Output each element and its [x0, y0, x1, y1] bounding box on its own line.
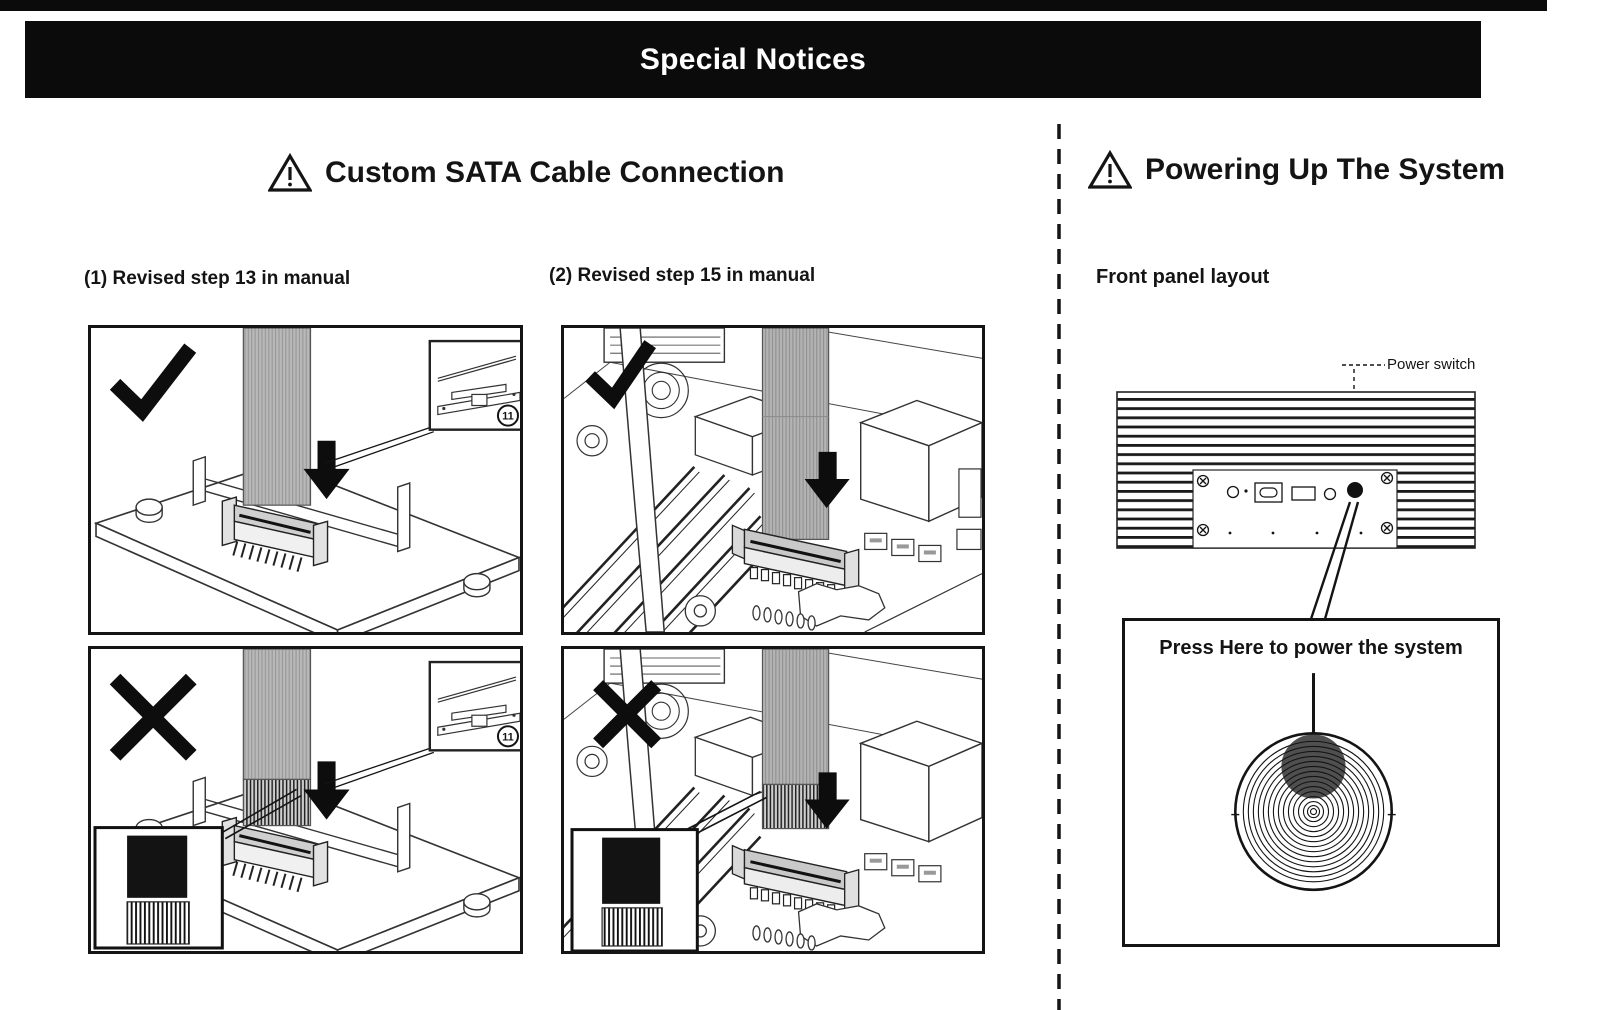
connector-row: [865, 854, 941, 882]
sata-ribbon-cable: [243, 328, 310, 505]
exposed-cable-contacts: [243, 779, 310, 825]
power-switch-dot: [1347, 482, 1363, 498]
sata-heading-text: Custom SATA Cable Connection: [325, 156, 785, 189]
figure2-label: (2) Revised step 15 in manual: [549, 265, 816, 286]
power-switch-label: Power switch: [1387, 356, 1476, 373]
check-icon: [115, 348, 190, 410]
inset-step-number: 11: [502, 410, 514, 423]
led-dot: [1244, 489, 1247, 492]
figure1-incorrect-box: [88, 646, 523, 954]
press-instruction: Press Here to power the system: [1159, 637, 1463, 659]
power-button-rings: [1231, 733, 1395, 889]
warning-triangle-icon: [268, 153, 312, 193]
header-pins: [685, 584, 884, 630]
figure1-correct-illustration: [91, 328, 520, 632]
figure2-correct-illustration: [564, 328, 982, 632]
motherboard-connector: [732, 846, 858, 916]
sata-ribbon-cable: [762, 328, 828, 539]
sata-ribbon-cable: [243, 649, 310, 779]
cross-icon: [115, 679, 191, 755]
page-header: [25, 21, 1481, 98]
round-capacitor: [577, 746, 607, 776]
right-component-cube: [861, 721, 982, 841]
figure1-label: (1) Revised step 13 in manual: [84, 268, 351, 289]
top-edge-bar: [0, 0, 1547, 11]
header-pins: [685, 904, 884, 950]
figure1-correct-box: [88, 325, 523, 635]
warning-triangle-icon: [1088, 150, 1132, 190]
connector-row: [865, 533, 941, 561]
power-section-heading: [1088, 150, 1505, 190]
section-divider: [1054, 124, 1064, 1010]
figure2-correct-box: [561, 325, 985, 635]
step11-inset: [326, 341, 520, 468]
figure1-incorrect-illustration: [91, 649, 520, 951]
round-capacitor: [577, 426, 607, 456]
figure2-incorrect-box: [561, 646, 985, 954]
front-panel-figure: [1110, 352, 1505, 622]
page-title: Special Notices: [639, 42, 867, 76]
step11-inset: [326, 662, 520, 788]
figure2-incorrect-illustration: [564, 649, 982, 951]
sata-ribbon-cable: [762, 649, 828, 784]
inset-step-number: 11: [502, 731, 514, 744]
power-button-illustration: [1125, 621, 1497, 944]
front-panel-label: Front panel layout: [1096, 266, 1270, 288]
power-button-zoom-box: [1122, 618, 1500, 947]
sata-section-heading: [268, 153, 784, 193]
power-heading-text: Powering Up The System: [1145, 153, 1506, 186]
control-panel: [1193, 470, 1397, 548]
